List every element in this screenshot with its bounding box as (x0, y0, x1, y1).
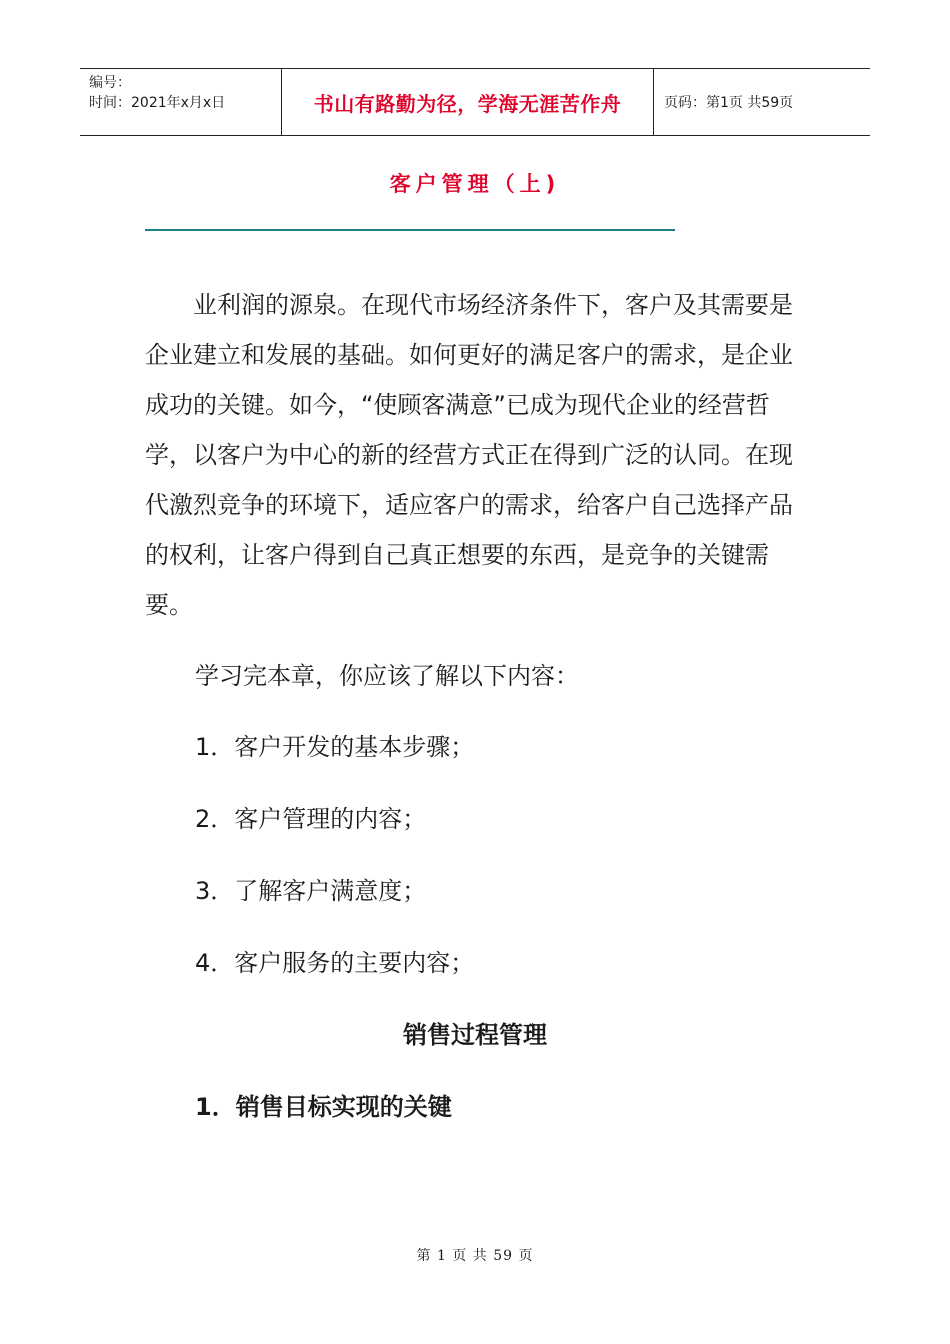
document-title: 客户管理（上) (389, 172, 561, 196)
date-label: 时间：2021年x月x日 (89, 95, 226, 111)
header-page-cell (654, 69, 870, 135)
page-footer: 第 1 页 共 59 页 (416, 1248, 534, 1264)
body-paragraph: 业利润的源泉。在现代市场经济条件下，客户及其需要是企业建立和发展的基础。如何更好的满足客户的需求，是企业成功的关键。如今，“使顾客满意”已成为现代企业的经营哲学，以客户为中心的新的经营方式正在得到广泛的认同。在现代激烈竞争的环境下，适应客户的需求，给客户自己选择产品的权利，让客户得到自己真正想要的东西，是竞争的关键需要。 (145, 291, 793, 619)
sub-heading: 1．销售目标实现的关键 (195, 1093, 452, 1121)
list-item: 2．客户管理的内容； (195, 805, 427, 833)
list-item: 1．客户开发的基本步骤； (195, 733, 475, 761)
number-label: 编号： (89, 75, 131, 91)
section-heading: 销售过程管理 (403, 1021, 547, 1049)
header-meta-cell (80, 69, 282, 135)
header-table (80, 68, 870, 136)
list-item: 4．客户服务的主要内容； (195, 949, 475, 977)
header-motto-cell (282, 69, 654, 135)
title-divider (145, 229, 675, 231)
list-item: 3．了解客户满意度； (195, 877, 427, 905)
motto-text: 书山有路勤为径，学海无涯苦作舟 (313, 91, 622, 116)
page-info: 页码：第1页 共59页 (664, 95, 794, 111)
chapter-intro: 学习完本章，你应该了解以下内容： (195, 662, 579, 690)
